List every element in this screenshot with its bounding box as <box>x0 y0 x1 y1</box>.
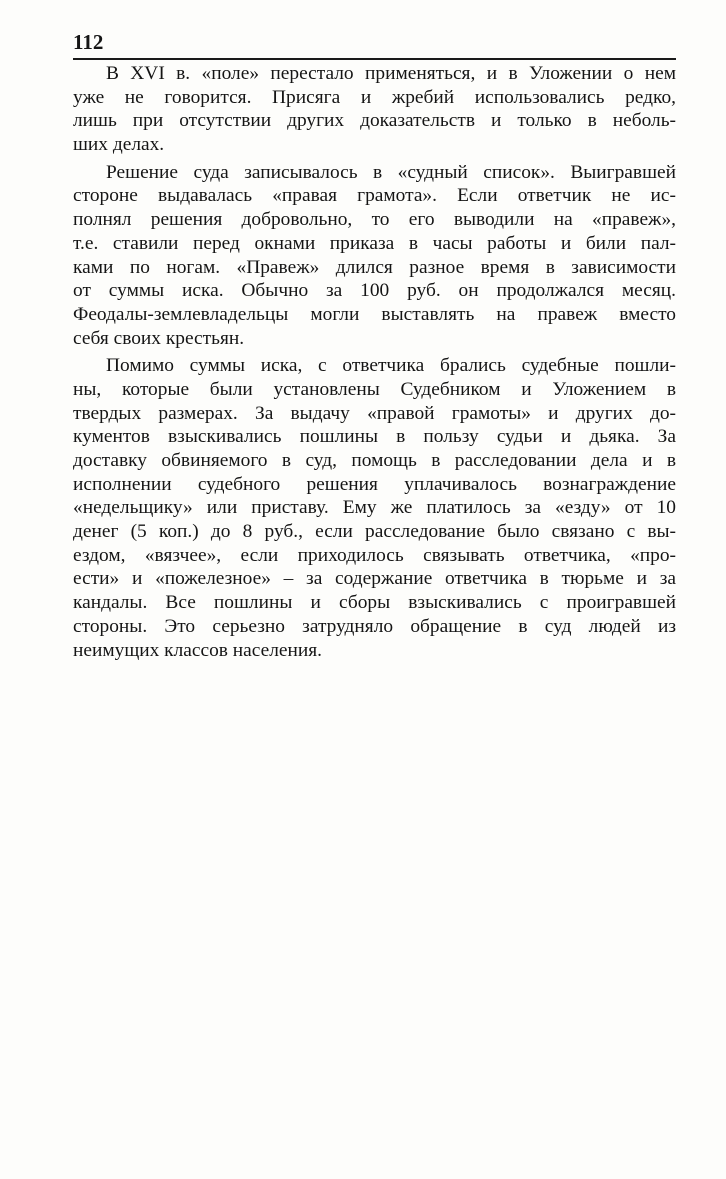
text-line: неимущих классов населения. <box>73 639 323 661</box>
text-line: твердых размерах. За выдачу «правой грамоты» и других до- <box>73 402 676 424</box>
paragraph-2 <box>73 161 676 351</box>
text-line: Помимо суммы иска, с ответчика брались судебные пошли- <box>106 355 676 377</box>
page-number: 112 <box>73 30 104 54</box>
text-line: исполнении судебного решения уплачивалось вознаграждение <box>73 473 676 495</box>
text-line: от суммы иска. Обычно за 100 руб. он продолжался месяц. <box>73 280 676 302</box>
text-line: полнял решения добровольно, то его выводили на «правеж», <box>73 209 676 231</box>
text-line: кументов взыскивались пошлины в пользу судьи и дьяка. За <box>73 426 676 448</box>
text-line: ести» и «пожелезное» – за содержание ответчика в тюрьме и за <box>73 568 676 590</box>
text-line: В XVI в. «поле» перестало применяться, и в Уложении о нем <box>106 63 676 84</box>
text-line: ших делах. <box>73 134 165 156</box>
text-line: кандалы. Все пошлины и сборы взыскивались с проигравшей <box>73 592 676 614</box>
text-line: Феодалы-землевладельцы могли выставлять на правеж вместо <box>73 303 676 325</box>
text-line: стороны. Это серьезно затрудняло обращение в суд людей из <box>73 615 676 637</box>
text-line: стороне выдавалась «правая грамота». Если ответчик не ис- <box>73 185 676 207</box>
text-line: ками по ногам. «Правеж» длился разное время в зависимости <box>73 256 676 278</box>
text-line: денег (5 коп.) до 8 руб., если расследование было связано с вы- <box>73 521 676 543</box>
paragraph-3 <box>73 354 676 662</box>
text-line: себя своих крестьян. <box>73 327 245 349</box>
text-line: ездом, «вязчее», если приходилось связывать ответчика, «про- <box>73 544 676 566</box>
text-line: доставку обвиняемого в суд, помощь в расследовании дела и в <box>73 450 676 471</box>
header-rule <box>73 58 676 60</box>
text-line: уже не говорится. Присяга и жребий использовались редко, <box>73 86 676 108</box>
text-line: Решение суда записывалось в «судный список». Выигравшей <box>106 161 676 183</box>
text-body <box>73 62 676 666</box>
text-line: лишь при отсутствии других доказательств и только в неболь- <box>73 110 676 132</box>
text-line: «недельщику» или приставу. Ему же платилось за «езду» от 10 <box>73 497 676 519</box>
text-line: ны, которые были установлены Судебником и Уложением в <box>73 378 676 400</box>
text-line: т.е. ставили перед окнами приказа в часы работы и били пал- <box>73 232 676 254</box>
paragraph-1 <box>73 62 676 157</box>
